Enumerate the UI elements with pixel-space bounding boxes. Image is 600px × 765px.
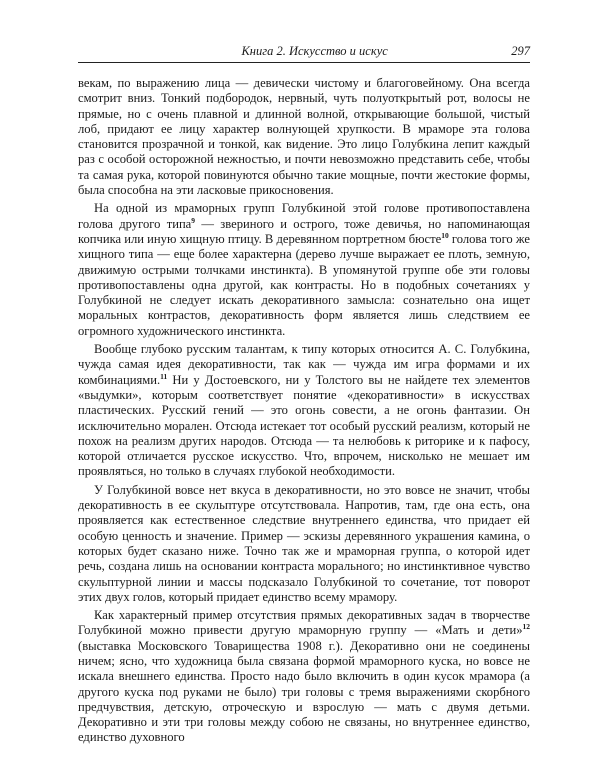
paragraph-text: голова того же хищного типа — еще более характерна (дерево лучше выражает ее плоть, земную, движимую острыми толчками инстинкта). В упомянутой группе обе эти головы противопоставлены одна другой, как контрасты. Но в подобных сочетаниях у Голубкиной не следует искать декоративного замысла: сознательно она ищет моральных контрастов, декоративность форм является лишь следствием ее огромного художнического инстинкта.: [78, 231, 530, 338]
page-number: 297: [511, 44, 530, 58]
footnote-ref-9[interactable]: 9: [191, 215, 196, 225]
paragraph-2: [78, 201, 530, 339]
paragraph-text: векам, по выражению лица — девически чистому и благоговейному. Она всегда смотрит вниз. Тонкий подбородок, нервный, чуть полуоткрытый рот, волосы не прямые, но с очень плавной и длинной волной, открывающие большой, чистый лоб, придают ее лицу характер волнующей хрупкости. В мраморе эта голова становится прозрачной и тонкой, как видение. Это лицо Голубкина лепит каждый раз с особой осторожной нежностью, и почти невозможно представить себе, чтобы та самая рука, которой повинуются обычно такие мощные, почти жестокие формы, была способна на эти ласковые прикосновения.: [78, 76, 530, 198]
book-page: [78, 44, 530, 749]
paragraph-text: — звериного и острого, тоже девичья, но напоминающая копчика или иную хищную птицу. В деревянном портретном бюсте: [78, 216, 530, 246]
paragraph-text: Ни у Достоевского, ни у Толстого вы не найдете тех элементов «выдумки», которым соответствует понятие «декоративности» в искусствах пластических. Русский гений — это огонь совести, а не огонь фантазии. Он исключительно морален. Отсюда истекает тот особый русский реализм, который не похож на реализм других народов. Отсюда — та нелюбовь к риторике и к пафосу, которой отличается русское искусство. Что, впрочем, нисколько не мешает им проявляться, но только в случаях глубокой необходимости.: [78, 372, 530, 479]
paragraph-4: [78, 483, 530, 605]
paragraph-text: Вообще глубоко русским талантам, к типу которых относится А. С. Голубкина, чужда самая идея декоративности, так как — чужда им игра формами и их комбинациями.: [78, 342, 530, 387]
paragraph-5: [78, 608, 530, 746]
footnote-ref-10[interactable]: 10: [441, 230, 449, 240]
paragraph-text: На одной из мраморных групп Голубкиной этой голове противопоставлена голова другого типа: [78, 201, 530, 231]
paragraph-3: [78, 342, 530, 480]
running-title: Книга 2. Искусство и искус: [241, 44, 388, 58]
running-header: [78, 44, 530, 63]
paragraph-text: Как характерный пример отсутствия прямых декоративных задач в творчестве Голубкиной можно привести другую мраморную группу — «Мать и дети»: [78, 608, 530, 638]
paragraph-text: У Голубкиной вовсе нет вкуса в декоративности, но это вовсе не значит, чтобы декоративность в ее скульптуре отсутствовала. Напротив, там, где она есть, она проявляется как естественное следствие внутреннего единства, что придает ей особую ценность и значение. Пример — эскизы деревянного украшения камина, о которых будет сказано ниже. Точно так же и мраморная группа, о которой идет речь, создана лишь на основании контраста морального; но инстинктивное чувство скульптурной линии и массы подсказало Голубкиной то сочетание, тот поворот этих двух голов, который придает единство всему мрамору.: [78, 482, 530, 604]
footnote-ref-12[interactable]: 12: [522, 622, 530, 632]
footnote-ref-11[interactable]: 11: [160, 371, 168, 381]
paragraph-1: [78, 76, 530, 198]
paragraph-text: (выставка Московского Товарищества 1908 г.). Декоративно они не соединены ничем; ясно, что художница была связана формой мраморного куска, но вовсе не искала внешнего единства. Просто надо было включить в один кусок мрамора (а другого куска под руками не было) три головы с тремя выражениями скорбного предчувствия, детскую, отроческую и взрослую — мать с двумя детьми. Декоративно и эти три головы между собою не связаны, но внутреннее единство, единство духовного: [78, 638, 530, 745]
body-text: [78, 76, 530, 746]
